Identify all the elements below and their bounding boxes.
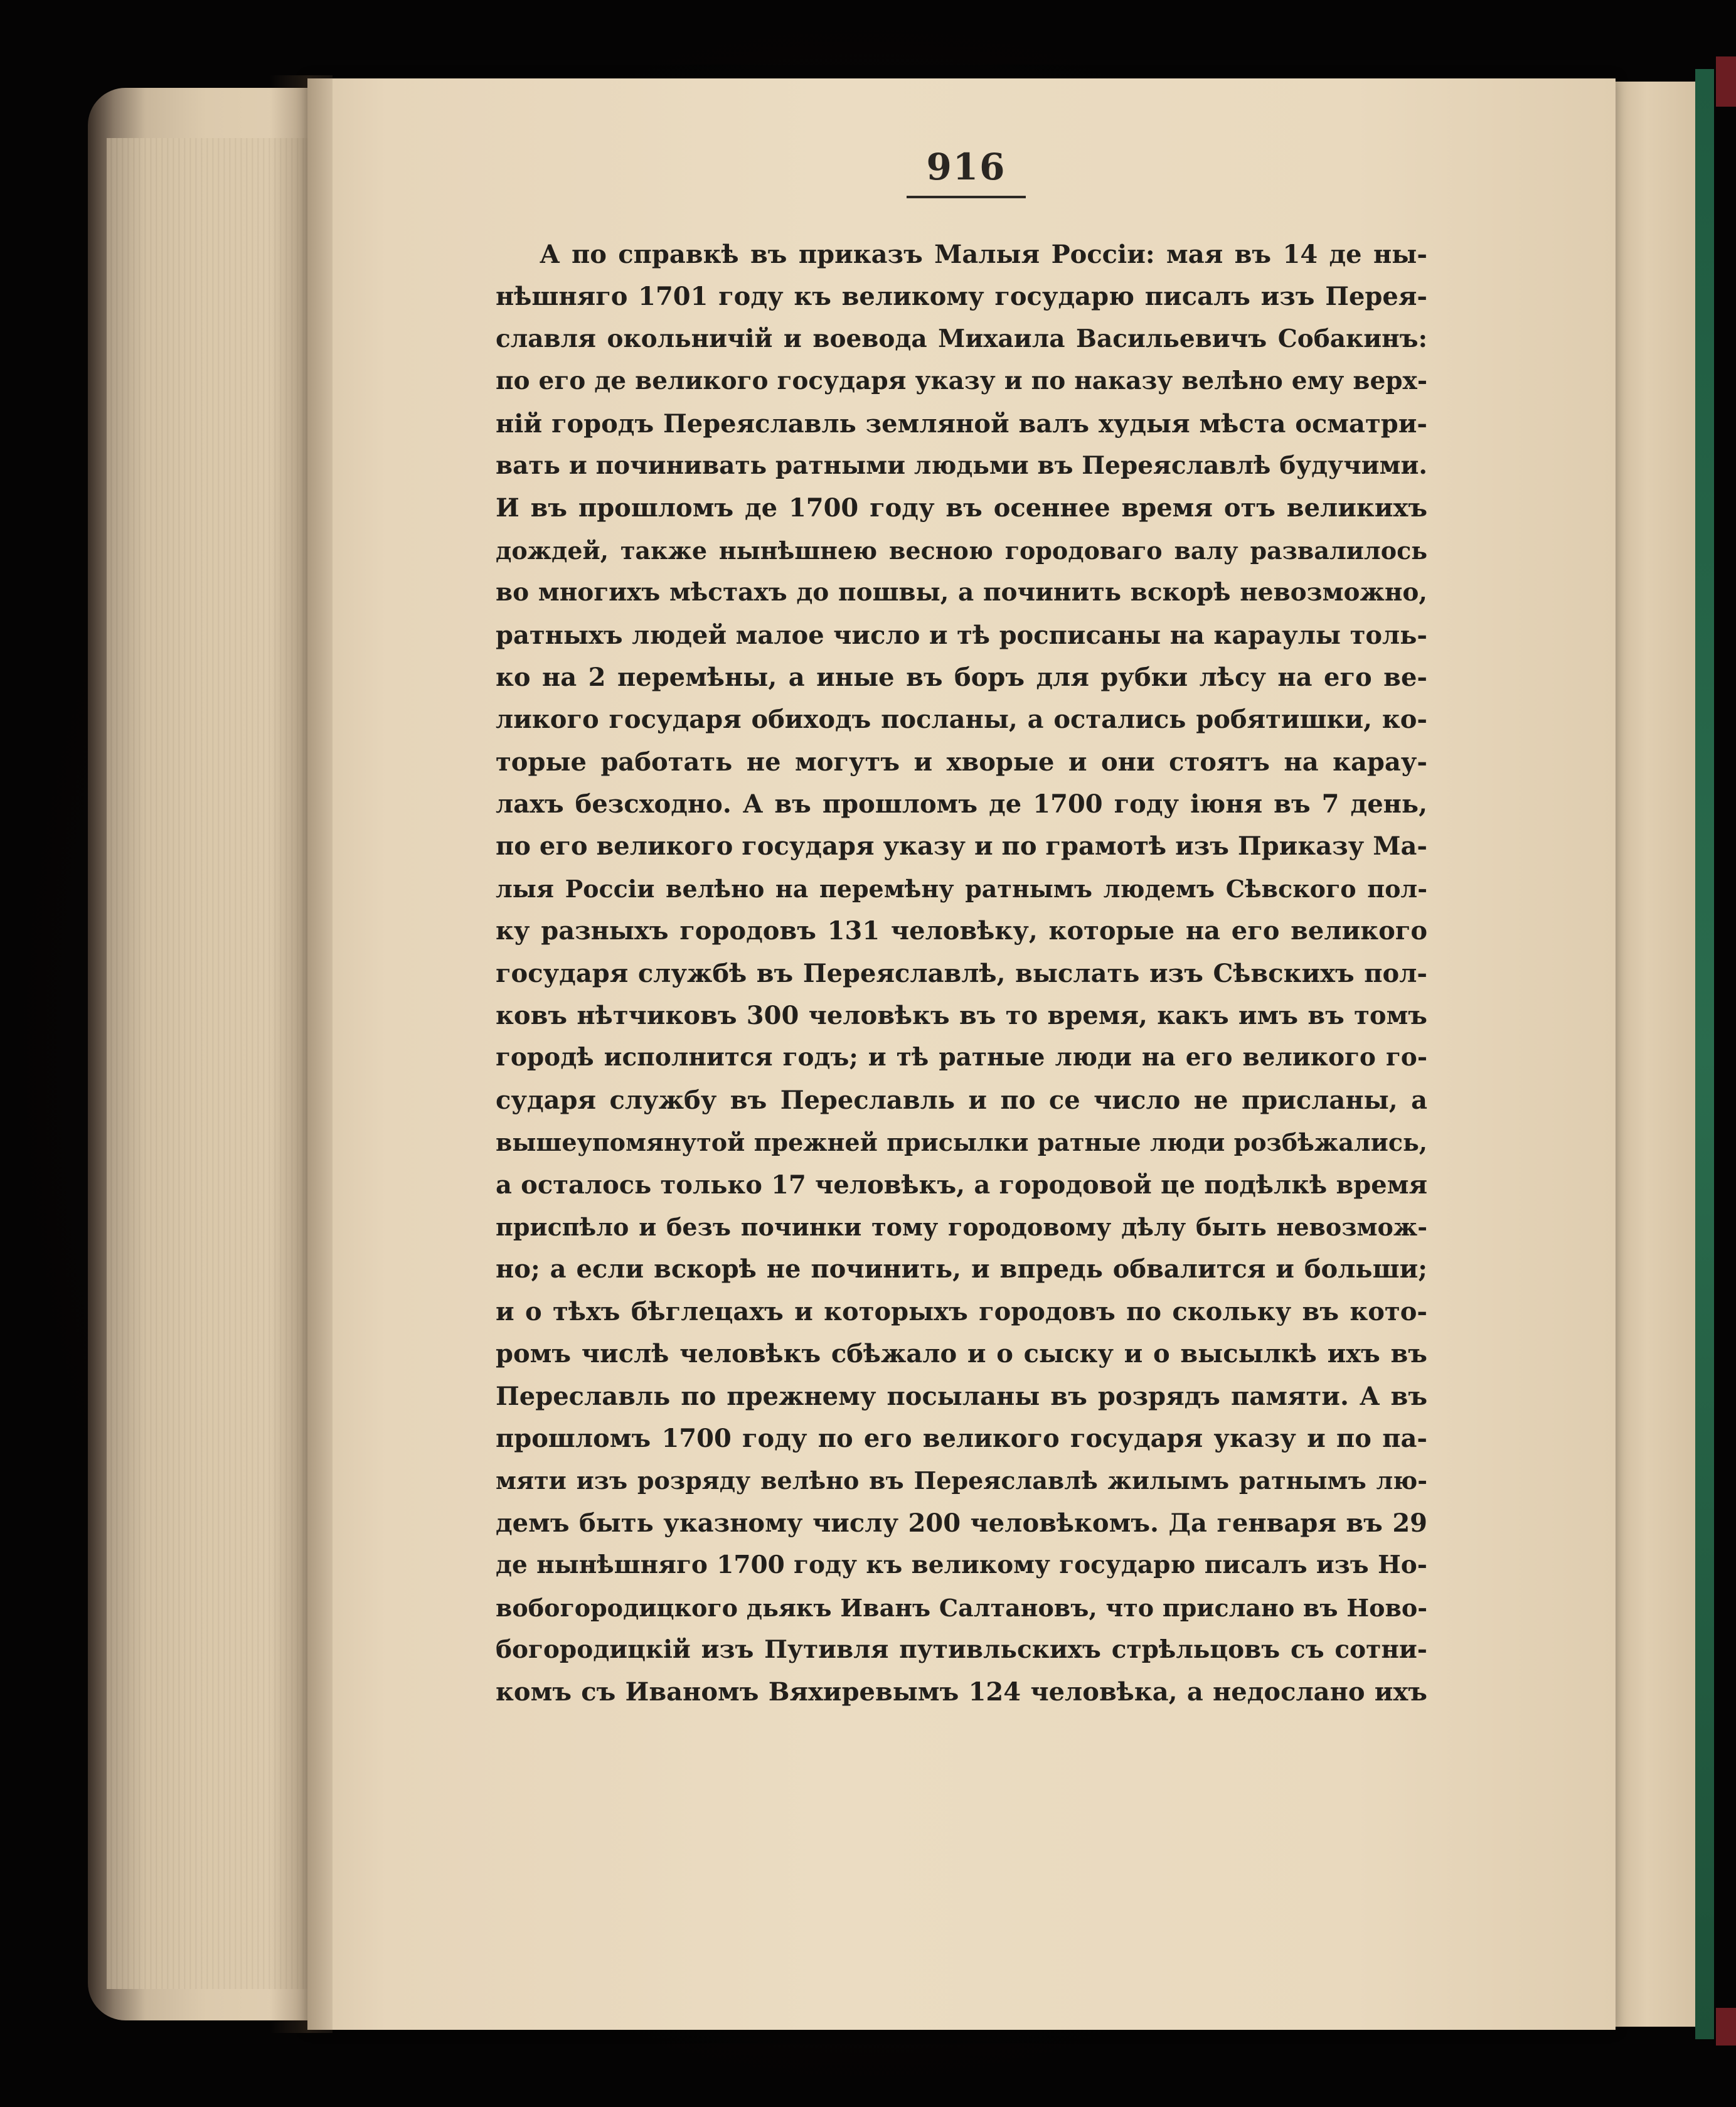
- text-line: прошломъ 1700 году по его великого государя указу и по па-: [496, 1423, 1427, 1453]
- text-line: ковъ нѣтчиковъ 300 человѣкъ въ то время, какъ имъ въ томъ: [496, 1001, 1427, 1031]
- page-number-rule: [907, 196, 1026, 198]
- book-cover-edge: [1695, 69, 1714, 2039]
- text-line: во многихъ мѣстахъ до пошвы, а починить вскорѣ невозможно,: [496, 578, 1427, 607]
- text-line: ромъ числѣ человѣкъ сбѣжало и о сыску и о высылкѣ ихъ въ: [496, 1339, 1427, 1369]
- text-line: и о тѣхъ бѣглецахъ и которыхъ городовъ по скольку въ кото-: [496, 1296, 1427, 1326]
- text-line: нѣшняго 1701 году къ великому государю писалъ изъ Перея-: [496, 282, 1427, 312]
- text-line: славля окольничій и воевода Михаила Васильевичъ Собакинъ:: [496, 324, 1427, 353]
- text-line: ликого государя обиходъ посланы, а остались робятишки, ко-: [496, 705, 1427, 735]
- text-line: лыя Россіи велѣно на перемѣну ратнымъ людемъ Сѣвского пол-: [496, 874, 1427, 903]
- text-line: комъ съ Иваномъ Вяхиревымъ 124 человѣка, а недослано ихъ: [496, 1677, 1427, 1707]
- text-line: ній городъ Переяславль земляной валъ худыя мѣста осматри-: [496, 408, 1427, 439]
- text-line: вать и починивать ратными людьми въ Переяславлѣ будучими.: [496, 451, 1427, 480]
- cover-corner-bottom: [1716, 2008, 1736, 2046]
- text-line: сударя службу въ Переславль и по се число не присланы, а: [496, 1085, 1427, 1115]
- text-line: Переславль по прежнему посыланы въ розрядъ памяти. А въ: [496, 1381, 1427, 1411]
- text-line: лахъ безсходно. А въ прошломъ де 1700 году іюня въ 7 день,: [496, 789, 1427, 819]
- text-line: И въ прошломъ де 1700 году въ осеннее время отъ великихъ: [496, 493, 1427, 523]
- text-line: городѣ исполнится годъ; и тѣ ратные люди на его великого го-: [496, 1043, 1427, 1072]
- body-text: [496, 233, 1427, 1714]
- text-line: по его великого государя указу и по грамотѣ изъ Приказу Ма-: [496, 831, 1427, 861]
- text-line: дождей, также нынѣшнею весною городоваго валу развалилось: [496, 536, 1427, 565]
- text-line: а осталось только 17 человѣкъ, а городовой це подѣлкѣ время: [496, 1170, 1427, 1200]
- spine-shadow: [270, 75, 333, 2033]
- text-line: по его де великого государя указу и по наказу велѣно ему верх-: [496, 366, 1427, 396]
- text-line: вышеупомянутой прежней присылки ратные люди розбѣжались,: [496, 1128, 1427, 1157]
- text-line: государя службѣ въ Переяславлѣ, выслать изъ Сѣвскихъ пол-: [496, 958, 1427, 988]
- text-line: торые работать не могутъ и хворые и они стоятъ на карау-: [496, 747, 1427, 777]
- page-number: 916: [926, 146, 1006, 188]
- text-line: приспѣло и безъ починки тому городовому дѣлу быть невозмож-: [496, 1212, 1427, 1241]
- text-line: ратныхъ людей малое число и тѣ росписаны на караулы толь-: [496, 620, 1427, 650]
- text-line: ку разныхъ городовъ 131 человѣку, которые на его великого: [496, 916, 1427, 946]
- text-line: демъ быть указному числу 200 человѣкомъ. Да генваря въ 29: [496, 1508, 1427, 1538]
- text-line: но; а если вскорѣ не починить, и впредь обвалится и больши;: [496, 1254, 1427, 1284]
- text-line: мяти изъ розряду велѣно въ Переяславлѣ жилымъ ратнымъ лю-: [496, 1466, 1427, 1495]
- text-line: де нынѣшняго 1700 году къ великому государю писалъ изъ Но-: [496, 1550, 1427, 1580]
- text-line: вобогородицкого дьякъ Иванъ Салтановъ, что прислано въ Ново-: [496, 1593, 1427, 1622]
- text-line: богородицкій изъ Путивля путивльскихъ стрѣльцовъ съ сотни-: [496, 1635, 1427, 1664]
- facing-page-edge: [1609, 82, 1703, 2027]
- cover-corner-top: [1716, 56, 1736, 107]
- text-line: ко на 2 перемѣны, а иные въ боръ для рубки лѣсу на его ве-: [496, 662, 1427, 692]
- text-line: А по справкѣ въ приказъ Малыя Россіи: мая въ 14 де ны-: [540, 240, 1427, 269]
